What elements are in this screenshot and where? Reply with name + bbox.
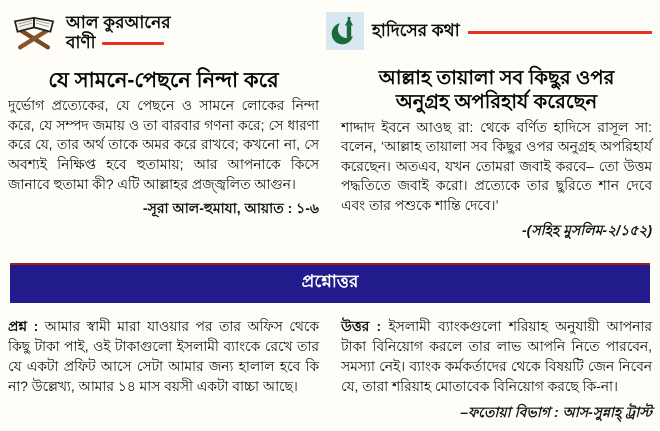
hadith-headline-line2: অনুগ্রহ অপরিহার্য করেছেন: [395, 91, 598, 114]
quran-article-attribution: -সূরা আল-হুমাযা, আয়াত : ১-৬: [142, 200, 319, 217]
articles-region: [8, 66, 652, 259]
quran-section-title-line2: বাণী: [66, 32, 96, 52]
question-text: আমার স্বামী মারা যাওয়ার পর তার অফিস থেকে কিছু টাকা পাই, ওই টাকাগুলো ইসলামী ব্যাংকে রেখে তার যে একটা প্রফিট আসে সেটা আমার জন্য হালাল হবে কি না? উল্লেখ্য, আমার ১৪ মাস বয়সী একটা বাচ্চা আছে।: [8, 319, 319, 394]
fatwa-attribution: –ফতোয়া বিভাগ : আস-সুন্নাহ্ ট্রাস্ট: [460, 404, 652, 420]
answer-label: উত্তর :: [341, 319, 382, 334]
red-underline-rule: [102, 42, 164, 45]
hadith-article-body: শাদ্দাদ ইবনে আওছ রা: থেকে বর্ণিত হাদিসে রাসূল সা: বলেন, ‘আল্লাহ তায়ালা সব কিছুর ওপর অনুগ্রহ অপরিহার্য করেছেন। অতএব, যখন তোমরা জবাই করবে– তো উত্তম পদ্ধতিতে জবাই করো। প্রত্যেকে তার ছুরিতে শান দেবে এবং তার পশুকে শান্তি দেবে।’: [341, 119, 652, 214]
hadith-article-attribution: -(সহিহ মুসলিম-২/১৫২): [522, 221, 652, 238]
section-header-row: [8, 8, 652, 64]
answer-text: ইসলামী ব্যাংকগুলো শরিয়াহ অনুযায়ী আপনার টাকা বিনিয়োগ করলে তার লাভ আপনি নিতে পারবেন, সমস্যা নেই। ব্যাংক কর্মকর্তাদের থেকে বিষয়টি জেন নিবেন যে, তারা শরিয়াহ মোতাবেক বিনিয়োগ করছে কি-না।: [341, 319, 652, 394]
mosque-crescent-icon: [326, 12, 364, 50]
qa-answer-column: [341, 317, 652, 425]
red-horizontal-rule: [468, 31, 652, 34]
hadith-article: [341, 66, 652, 259]
hadith-headline-line1: আল্লাহ তায়ালা সব কিছুর ওপর: [378, 67, 615, 89]
quran-article-body: দুর্ভোগ প্রত্যেকের, যে পেছনে ও সামনে লোকের নিন্দা করে, যে সম্পদ জমায় ও তা বারবার গণনা করে; সে ধারণা করে যে, তার অর্থ তাকে অমর করে রাখবে; কখনো না, সে অবশ্যই নিক্ষিপ্ত হবে হুতামায়; আর আপনাকে কিসে জানাবে হুতামা কী? এটি আল্লাহর প্রজ্জ্বলিত আগুন।: [8, 98, 319, 192]
quran-section-title: [66, 13, 171, 52]
qa-region: [8, 317, 652, 425]
quran-section-header: [8, 8, 326, 57]
hadith-article-headline: [341, 66, 652, 115]
qa-question-column: [8, 317, 319, 425]
question-paragraph: [8, 317, 319, 397]
quran-article-headline: যে সামনে-পেছনে নিন্দা করে: [48, 69, 279, 92]
quran-on-stand-icon: [8, 8, 60, 57]
quran-section-title-line1: আল কুরআনের: [66, 12, 171, 32]
hadith-section-title: হাদিসের কথা: [372, 21, 460, 41]
quran-article: [8, 66, 319, 259]
hadith-section-header: [326, 12, 652, 50]
answer-paragraph: [341, 317, 652, 397]
question-label: প্রশ্ন :: [8, 319, 39, 334]
qa-banner: প্রশ্নোত্তর: [10, 263, 650, 303]
